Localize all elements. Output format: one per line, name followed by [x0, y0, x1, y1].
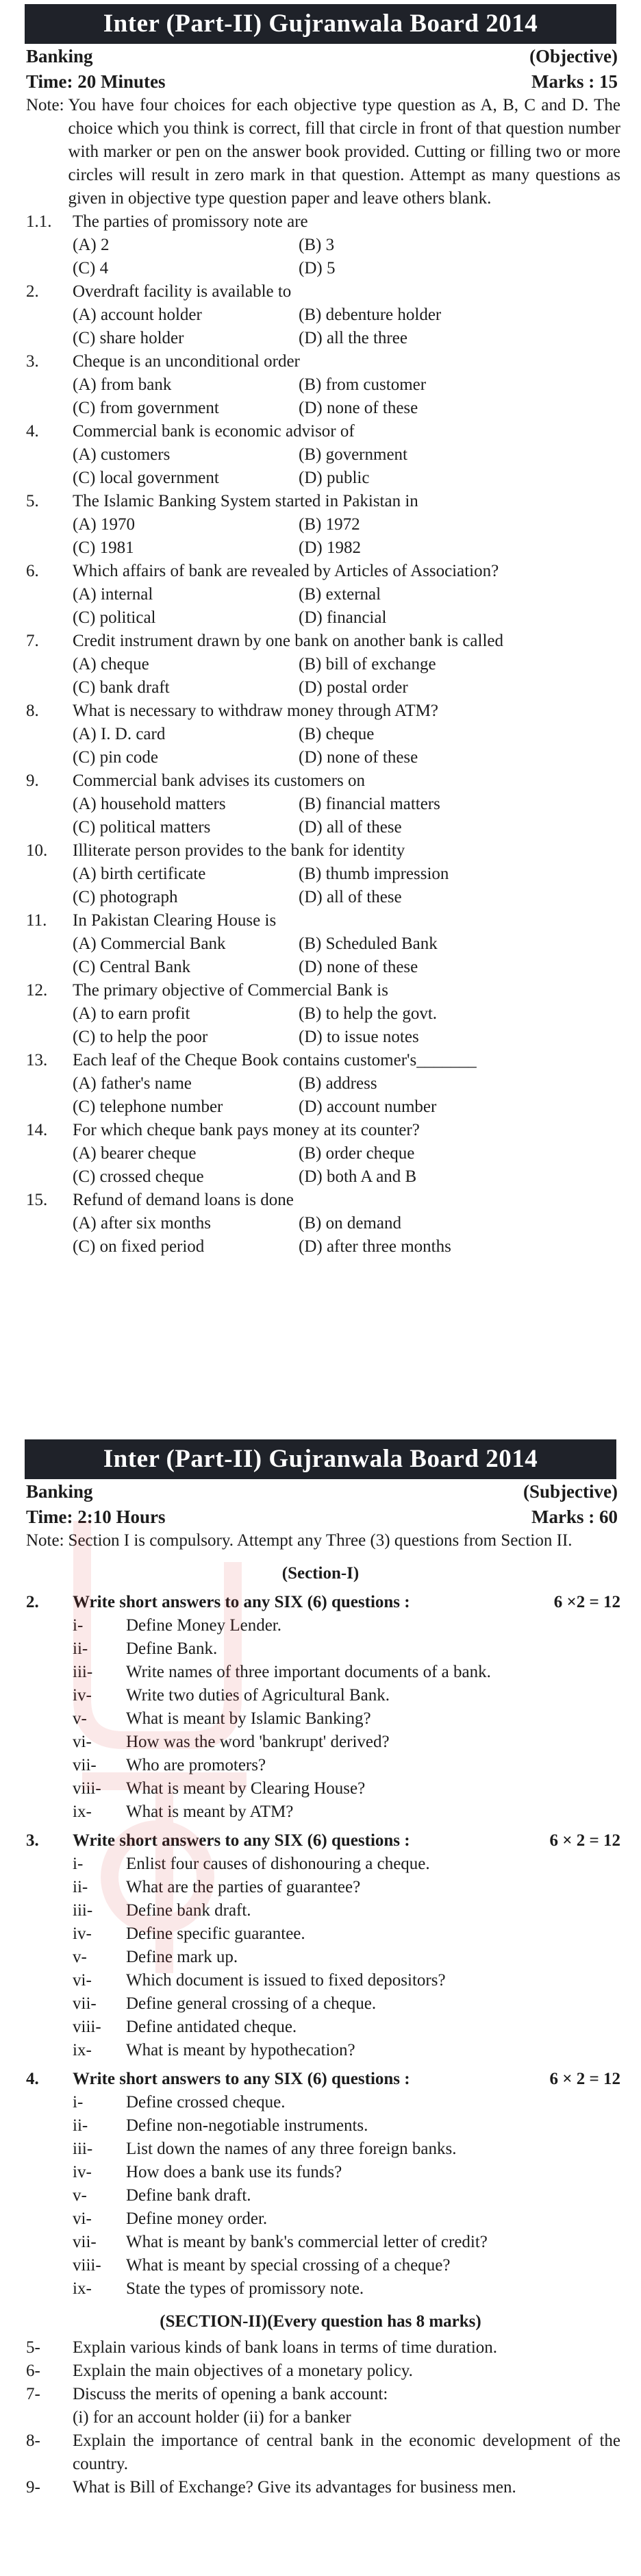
part-text: Define mark up.: [126, 1948, 238, 1967]
short-question-heading: [0, 1829, 641, 1853]
part-text: Enlist four causes of dishonouring a cheque.: [126, 1855, 430, 1874]
question-number: 10.: [26, 841, 48, 860]
question-text: Explain the main objectives of a monetary policy.: [73, 2362, 413, 2381]
question-body: [73, 769, 620, 839]
short-question-part: [0, 1922, 641, 1946]
mcq-item: [0, 490, 641, 560]
question-body: [73, 2383, 620, 2429]
option: (D) postal order: [299, 678, 408, 697]
instructions-note: [0, 1529, 641, 1552]
options-grid: [73, 443, 620, 490]
short-question-part: [0, 2114, 641, 2138]
option: (A) birth certificate: [73, 865, 206, 884]
option: (A) Commercial Bank: [73, 934, 226, 954]
question-number: 9.: [26, 771, 39, 791]
options-grid: [73, 1072, 620, 1119]
part-text: What is meant by special crossing of a cheque?: [126, 2256, 451, 2275]
question-number: 5-: [26, 2338, 40, 2357]
time-row: [0, 69, 641, 95]
mcq-item: [0, 350, 641, 420]
note-text: Section I is compulsory. Attempt any Three (3) questions from Section II.: [68, 1531, 573, 1550]
option: (A) household matters: [73, 795, 226, 814]
short-question-part: [0, 1946, 641, 1969]
part-number: ii-: [73, 2116, 88, 2135]
option: (D) public: [299, 469, 370, 488]
mcq-list: [0, 210, 641, 1259]
part-text: Define bank draft.: [126, 1901, 251, 1920]
question-number: 13.: [26, 1051, 48, 1070]
option: (B) to help the govt.: [299, 1004, 438, 1024]
subject-row: [0, 44, 641, 69]
section-2-title: (SECTION-II)(Every question has 8 marks): [160, 2312, 481, 2331]
part-text: What is meant by Clearing House?: [126, 1779, 366, 1798]
question-text: The parties of promissory note are: [73, 212, 308, 232]
part-number: ix-: [73, 2279, 92, 2299]
options-grid: [73, 1002, 620, 1049]
part-number: i-: [73, 2093, 84, 2112]
options-grid: [73, 513, 620, 560]
option: (B) 1972: [299, 515, 360, 534]
question-text: The primary objective of Commercial Bank is: [73, 981, 388, 1000]
short-question-part: [0, 1731, 641, 1754]
question-number: 9-: [26, 2478, 40, 2497]
short-question-part: [0, 2091, 641, 2114]
option: (B) 3: [299, 236, 335, 255]
question-body: [73, 909, 620, 979]
question-body: [73, 1119, 620, 1189]
question-text: Explain the importance of central bank in the economic development of the country.: [73, 2431, 620, 2474]
part-number: iv-: [73, 2163, 92, 2182]
question-number: 2.: [26, 282, 39, 301]
question-title: Write short answers to any SIX (6) questions :: [73, 1593, 410, 1612]
mcq-item: [0, 210, 641, 280]
option: (C) from government: [73, 399, 219, 418]
part-number: viii-: [73, 2256, 101, 2275]
options-grid: [73, 723, 620, 769]
short-question-heading: [0, 1591, 641, 1614]
part-text: State the types of promissory note.: [126, 2279, 364, 2299]
part-number: v-: [73, 1948, 87, 1967]
question-text: Refund of demand loans is done: [73, 1191, 294, 1210]
option: (B) debenture holder: [299, 306, 442, 325]
part-number: viii-: [73, 1779, 101, 1798]
question-body: [73, 699, 620, 769]
question-number: 4.: [26, 422, 39, 441]
mcq-item: [0, 979, 641, 1049]
part-number: iii-: [73, 2140, 93, 2159]
marks-label: Marks : 15: [531, 71, 618, 92]
part-number: vii-: [73, 1994, 97, 2014]
question-body: [73, 1049, 620, 1119]
time-label: Time: 20 Minutes: [26, 71, 166, 92]
mcq-item: [0, 699, 641, 769]
short-question-part: [0, 1777, 641, 1800]
option: (C) on fixed period: [73, 1237, 205, 1256]
question-number: 7.: [26, 632, 39, 651]
part-number: viii-: [73, 2018, 101, 2037]
short-question-part: [0, 1800, 641, 1824]
mcq-item: [0, 560, 641, 630]
question-body: [73, 630, 620, 699]
short-question-part: [0, 1969, 641, 1992]
paper-banner: Inter (Part-II) Gujranwala Board 2014: [25, 4, 616, 44]
question-subtext: (i) for an account holder (ii) for a banker: [73, 2408, 351, 2427]
question-number: 3.: [26, 1831, 39, 1850]
option: (C) Central Bank: [73, 958, 191, 977]
option: (B) bill of exchange: [299, 655, 436, 674]
instructions-note: [0, 94, 641, 210]
short-questions: [0, 1591, 641, 2301]
part-number: iv-: [73, 1686, 92, 1705]
part-text: How was the word 'bankrupt' derived?: [126, 1733, 390, 1752]
mcq-item: [0, 280, 641, 350]
option: (A) 2: [73, 236, 110, 255]
question-text: Commercial bank advises its customers on: [73, 771, 366, 791]
option: (D) all of these: [299, 818, 402, 837]
long-questions: [0, 2336, 641, 2499]
option: (B) financial matters: [299, 795, 440, 814]
options-grid: [73, 793, 620, 839]
question-body: [73, 2336, 620, 2360]
question-number: 14.: [26, 1121, 48, 1140]
question-number: 8-: [26, 2431, 40, 2451]
part-text: Define bank draft.: [126, 2186, 251, 2205]
option: (C) crossed cheque: [73, 1167, 204, 1187]
option: (C) political matters: [73, 818, 211, 837]
question-number: 3.: [26, 352, 39, 371]
subjective-paper: [0, 1435, 641, 2499]
note-label: Note:: [26, 1531, 64, 1550]
options-grid: [73, 304, 620, 350]
option: (A) from bank: [73, 375, 172, 395]
question-body: [73, 420, 620, 490]
question-text: Which affairs of bank are revealed by Articles of Association?: [73, 562, 499, 581]
option: (A) I. D. card: [73, 725, 166, 744]
part-text: What are the parties of guarantee?: [126, 1878, 361, 1897]
option: (B) external: [299, 585, 381, 604]
question-body: [73, 1189, 620, 1259]
options-grid: [73, 1212, 620, 1259]
short-question-part: [0, 2161, 641, 2184]
question-body: [73, 979, 620, 1049]
question-body: [73, 350, 620, 420]
option: (D) none of these: [299, 399, 418, 418]
part-number: ix-: [73, 1803, 92, 1822]
part-number: vi-: [73, 1733, 92, 1752]
short-question-part: [0, 1707, 641, 1731]
question-text: What is necessary to withdraw money through ATM?: [73, 702, 438, 721]
question-body: [73, 839, 620, 909]
paper-type: (Objective): [529, 46, 618, 66]
part-number: i-: [73, 1855, 84, 1874]
option: (C) to help the poor: [73, 1028, 208, 1047]
question-body: [73, 280, 620, 350]
question-marks: 6 ×2 = 12: [553, 1593, 620, 1612]
part-text: Define non-negotiable instruments.: [126, 2116, 368, 2135]
short-question-part: [0, 2277, 641, 2301]
question-number: 12.: [26, 981, 48, 1000]
options-grid: [73, 932, 620, 979]
option: (D) none of these: [299, 748, 418, 767]
option: (C) telephone number: [73, 1098, 223, 1117]
option: (D) after three months: [299, 1237, 451, 1256]
options-grid: [73, 1142, 620, 1189]
question-number: 8.: [26, 702, 39, 721]
option: (B) from customer: [299, 375, 427, 395]
part-number: v-: [73, 1709, 87, 1729]
question-body: [73, 560, 620, 630]
mcq-item: [0, 909, 641, 979]
option: (A) after six months: [73, 1214, 212, 1233]
mcq-item: [0, 769, 641, 839]
option: (A) internal: [73, 585, 153, 604]
part-number: vii-: [73, 2233, 97, 2252]
part-number: ix-: [73, 2041, 92, 2060]
objective-paper: [0, 0, 641, 1259]
mcq-item: [0, 839, 641, 909]
short-question-part: [0, 2138, 641, 2161]
subject-label: Banking: [26, 46, 93, 66]
question-marks: 6 × 2 = 12: [549, 2070, 620, 2089]
options-grid: [73, 863, 620, 909]
question-number: 2.: [26, 1593, 39, 1612]
question-text: Illiterate person provides to the bank for identity: [73, 841, 405, 860]
question-number: 1.1.: [26, 212, 52, 232]
part-text: Define general crossing of a cheque.: [126, 1994, 377, 2014]
time-row: [0, 1504, 641, 1530]
option: (D) none of these: [299, 958, 418, 977]
question-title: Write short answers to any SIX (6) questions :: [73, 1831, 410, 1850]
subject-row: [0, 1479, 641, 1504]
option: (D) financial: [299, 608, 387, 628]
part-text: Write names of three important documents of a bank.: [126, 1663, 491, 1682]
mcq-item: [0, 1189, 641, 1259]
option: (C) 4: [73, 259, 109, 278]
option: (A) 1970: [73, 515, 135, 534]
part-number: vii-: [73, 1756, 97, 1775]
option: (B) thumb impression: [299, 865, 449, 884]
note-label: Note:: [26, 96, 64, 115]
question-body: [73, 2476, 620, 2499]
mcq-item: [0, 420, 641, 490]
option: (B) cheque: [299, 725, 375, 744]
short-question-part: [0, 1853, 641, 1876]
part-number: ii-: [73, 1639, 88, 1659]
question-text: The Islamic Banking System started in Pakistan in: [73, 492, 418, 511]
part-text: Define Bank.: [126, 1639, 218, 1659]
short-question-heading: [0, 2068, 641, 2091]
section-1-title: (Section-I): [281, 1564, 360, 1583]
short-question-part: [0, 2184, 641, 2207]
option: (B) on demand: [299, 1214, 401, 1233]
part-text: Define antidated cheque.: [126, 2018, 297, 2037]
question-number: 6-: [26, 2362, 40, 2381]
part-text: Who are promoters?: [126, 1756, 266, 1775]
part-text: Define money order.: [126, 2209, 268, 2229]
part-number: i-: [73, 1616, 84, 1635]
part-text: Define specific guarantee.: [126, 1924, 305, 1944]
part-text: Write two duties of Agricultural Bank.: [126, 1686, 390, 1705]
option: (D) account number: [299, 1098, 437, 1117]
part-text: Define crossed cheque.: [126, 2093, 286, 2112]
part-text: Define Money Lender.: [126, 1616, 282, 1635]
short-question-part: [0, 1754, 641, 1777]
part-text: What is meant by bank's commercial letter of credit?: [126, 2233, 488, 2252]
question-text: What is Bill of Exchange? Give its advantages for business men.: [73, 2478, 516, 2497]
question-text: In Pakistan Clearing House is: [73, 911, 277, 930]
option: (C) share holder: [73, 329, 184, 348]
mcq-item: [0, 1119, 641, 1189]
question-text: Credit instrument drawn by one bank on another bank is called: [73, 632, 504, 651]
question-number: 4.: [26, 2070, 39, 2089]
question-text: For which cheque bank pays money at its counter?: [73, 1121, 420, 1140]
time-label: Time: 2:10 Hours: [26, 1506, 166, 1527]
options-grid: [73, 583, 620, 630]
option: (C) local government: [73, 469, 219, 488]
part-text: Which document is issued to fixed depositors?: [126, 1971, 446, 1990]
long-question: [0, 2383, 641, 2429]
option: (D) all of these: [299, 888, 402, 907]
short-question-part: [0, 1876, 641, 1899]
question-body: [73, 2360, 620, 2383]
option: (C) 1981: [73, 538, 134, 558]
part-text: What is meant by Islamic Banking?: [126, 1709, 371, 1729]
option: (B) government: [299, 445, 407, 465]
part-text: What is meant by ATM?: [126, 1803, 294, 1822]
option: (A) to earn profit: [73, 1004, 190, 1024]
question-body: [73, 210, 620, 280]
options-grid: [73, 653, 620, 699]
question-marks: 6 × 2 = 12: [549, 1831, 620, 1850]
note-text: You have four choices for each objective type question as A, B, C and D. The choice which you think is correct, fill that circle in front of that question number with marker or pen on the answer book provided. Cutting or filling two or more circles will result in zero mark in that question. Attempt as many questions as given in objective type question paper and leave others blank.: [68, 96, 620, 208]
short-question-part: [0, 1684, 641, 1707]
option: (A) account holder: [73, 306, 202, 325]
question-body: [73, 2429, 620, 2476]
option: (B) order cheque: [299, 1144, 415, 1163]
part-text: How does a bank use its funds?: [126, 2163, 342, 2182]
question-title: Write short answers to any SIX (6) questions :: [73, 2070, 410, 2089]
option: (D) all the three: [299, 329, 407, 348]
option: (C) bank draft: [73, 678, 170, 697]
option: (A) customers: [73, 445, 171, 465]
part-text: List down the names of any three foreign banks.: [126, 2140, 457, 2159]
question-body: [73, 490, 620, 560]
paper-banner: Inter (Part-II) Gujranwala Board 2014: [25, 1439, 616, 1479]
option: (D) 1982: [299, 538, 361, 558]
part-number: vi-: [73, 2209, 92, 2229]
option: (D) 5: [299, 259, 336, 278]
short-question-part: [0, 1661, 641, 1684]
short-question-part: [0, 1992, 641, 2016]
option: (A) father's name: [73, 1074, 192, 1093]
question-text: Discuss the merits of opening a bank account:: [73, 2385, 388, 2404]
part-number: iii-: [73, 1901, 93, 1920]
mcq-item: [0, 1049, 641, 1119]
question-number: 7-: [26, 2385, 40, 2404]
short-question-part: [0, 1614, 641, 1637]
short-question-part: [0, 2254, 641, 2277]
part-text: What is meant by hypothecation?: [126, 2041, 355, 2060]
option: (B) Scheduled Bank: [299, 934, 438, 954]
subject-label: Banking: [26, 1481, 93, 1502]
long-question: [0, 2360, 641, 2383]
part-number: vi-: [73, 1971, 92, 1990]
option: (B) address: [299, 1074, 377, 1093]
question-number: 6.: [26, 562, 39, 581]
question-number: 5.: [26, 492, 39, 511]
part-number: ii-: [73, 1878, 88, 1897]
question-number: 11.: [26, 911, 47, 930]
marks-label: Marks : 60: [531, 1506, 618, 1527]
option: (C) photograph: [73, 888, 178, 907]
short-question-part: [0, 2039, 641, 2062]
short-question-part: [0, 2231, 641, 2254]
question-text: Explain various kinds of bank loans in terms of time duration.: [73, 2338, 498, 2357]
option: (C) political: [73, 608, 156, 628]
short-question-part: [0, 2207, 641, 2231]
mcq-item: [0, 630, 641, 699]
question-number: 15.: [26, 1191, 48, 1210]
short-question-part: [0, 2016, 641, 2039]
question-text: Commercial bank is economic advisor of: [73, 422, 355, 441]
option: (A) cheque: [73, 655, 149, 674]
part-number: v-: [73, 2186, 87, 2205]
long-question: [0, 2336, 641, 2360]
long-question: [0, 2476, 641, 2499]
paper-type: (Subjective): [523, 1481, 618, 1502]
part-number: iii-: [73, 1663, 93, 1682]
long-question: [0, 2429, 641, 2476]
question-text: Each leaf of the Cheque Book contains customer's_______: [73, 1051, 477, 1070]
short-question-part: [0, 1899, 641, 1922]
options-grid: [73, 234, 620, 280]
option: (A) bearer cheque: [73, 1144, 197, 1163]
options-grid: [73, 373, 620, 420]
question-text: Overdraft facility is available to: [73, 282, 292, 301]
short-question-part: [0, 1637, 641, 1661]
question-text: Cheque is an unconditional order: [73, 352, 300, 371]
part-number: iv-: [73, 1924, 92, 1944]
option: (C) pin code: [73, 748, 158, 767]
option: (D) both A and B: [299, 1167, 417, 1187]
option: (D) to issue notes: [299, 1028, 419, 1047]
